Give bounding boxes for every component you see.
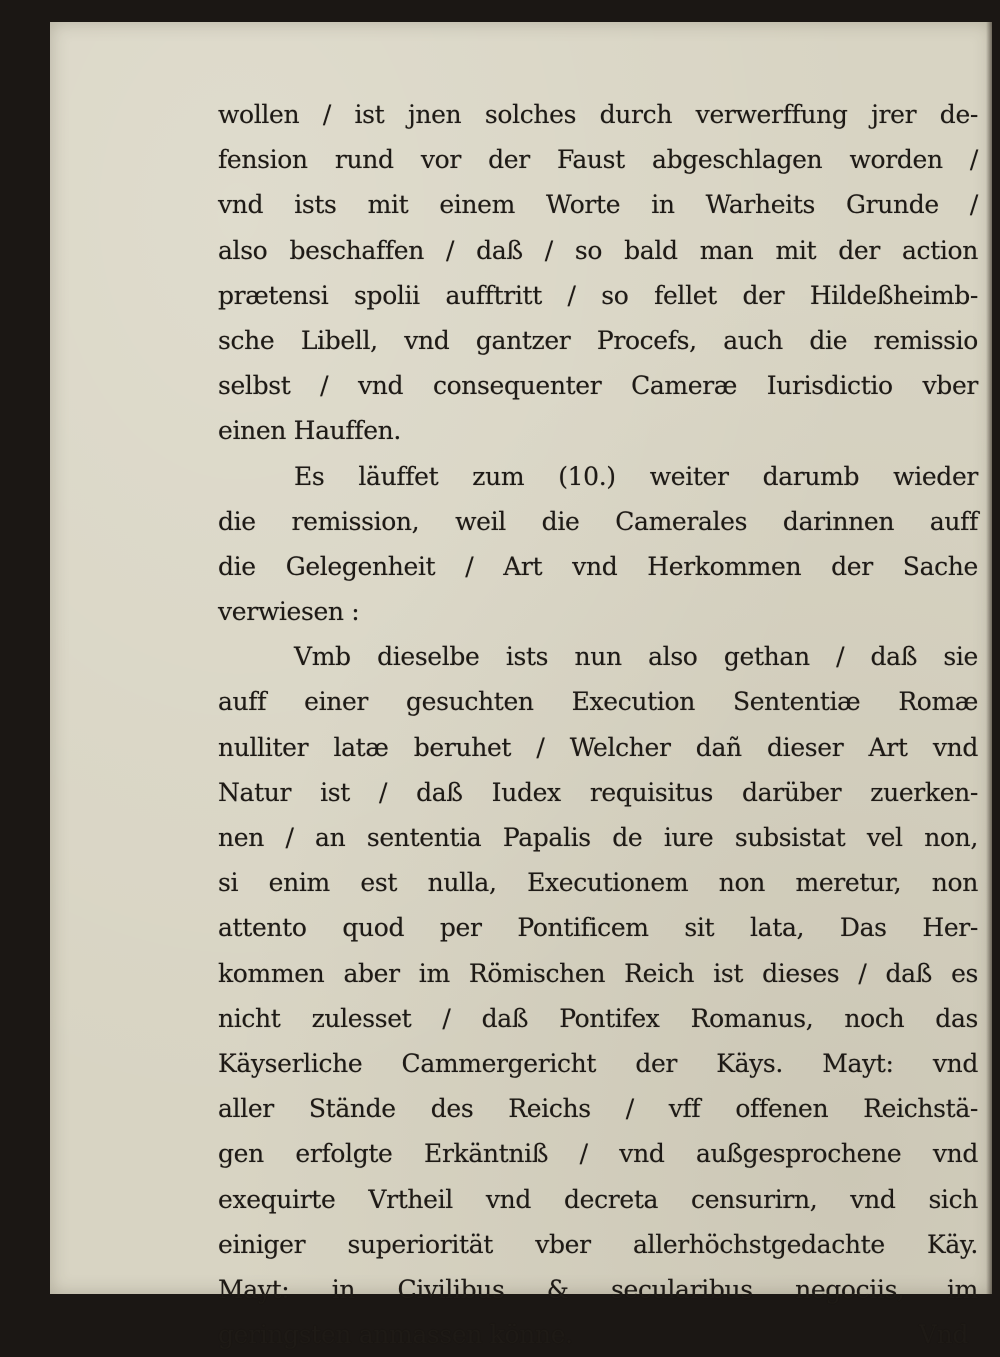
text-line: wollen / ist jnen solches durch verwerffung jrer de-	[218, 100, 978, 129]
text-line: prætensi spolii aufftritt / so fellet der Hildeßheimb-	[218, 280, 978, 310]
text-line: si enim est nulla, Executionem non meretur, non	[218, 868, 978, 898]
text-line: einen Hauffen.	[218, 416, 401, 446]
text-line: auff einer gesuchten Execution Sententiæ Romæ	[218, 687, 978, 717]
text-line: exequirte Vrtheil vnd decreta censurirn, vnd sich	[218, 1184, 978, 1214]
text-line: einiger superiorität vber allerhöchstgedachte Käy.	[218, 1229, 978, 1259]
text-line: verwiesen :	[218, 597, 360, 627]
text-line: kommen aber im Römischen Reich ist dieses / daß es	[218, 958, 978, 988]
text-line: vnd ists mit einem Worte in Warheits Grunde /	[218, 190, 978, 220]
page-edge-shadow	[986, 22, 992, 1294]
text-line: die Gelegenheit / Art vnd Herkommen der Sache	[218, 551, 978, 581]
text-line: aller Stände des Reichs / vff offenen Reichstä-	[218, 1094, 978, 1124]
text-line: attento quod per Pontificem sit lata, Das Her-	[218, 913, 978, 943]
text-line: Mayt: in Civilibus & secularibus negociis, im	[218, 1274, 978, 1304]
text-line: Natur ist / daß Iudex requisitus darüber zuerken-	[218, 777, 978, 807]
text-block	[218, 92, 978, 1357]
text-line: nen / an sententia Papalis de iure subsistat vel non,	[218, 823, 978, 852]
text-line: die remission, weil die Camerales darinnen auff	[218, 506, 978, 536]
text-line: also beschaffen / daß / so bald man mit der action	[218, 235, 978, 265]
paragraph-start-line: Es läuffet zum (10.) weiter darumb wieder	[294, 461, 978, 491]
text-line: gen erfolgte Erkäntniß / vnd außgesprochene vnd	[218, 1139, 978, 1169]
text-line: nulliter latæ beruhet / Welcher dañ dieser Art vnd	[218, 732, 978, 762]
paragraph-start-line: Vmb dieselbe ists nun also gethan / daß sie	[294, 642, 978, 672]
text-line-content: geringsten anmassen könne.	[218, 1320, 573, 1350]
text-line: sche Libell, vnd gantzer Procefs, auch die remissio	[218, 325, 978, 355]
book-page	[50, 22, 992, 1350]
final-line	[218, 1312, 978, 1357]
catchword: Vnd	[918, 1320, 968, 1350]
text-line: selbst / vnd consequenter Cameræ Iurisdictio vber	[218, 371, 978, 401]
text-line: fension rund vor der Faust abgeschlagen worden /	[218, 145, 978, 175]
text-line: Käyserliche Cammergericht der Käys. Mayt: vnd	[218, 1048, 978, 1078]
text-line: nicht zulesset / daß Pontifex Romanus, noch das	[218, 1003, 978, 1033]
